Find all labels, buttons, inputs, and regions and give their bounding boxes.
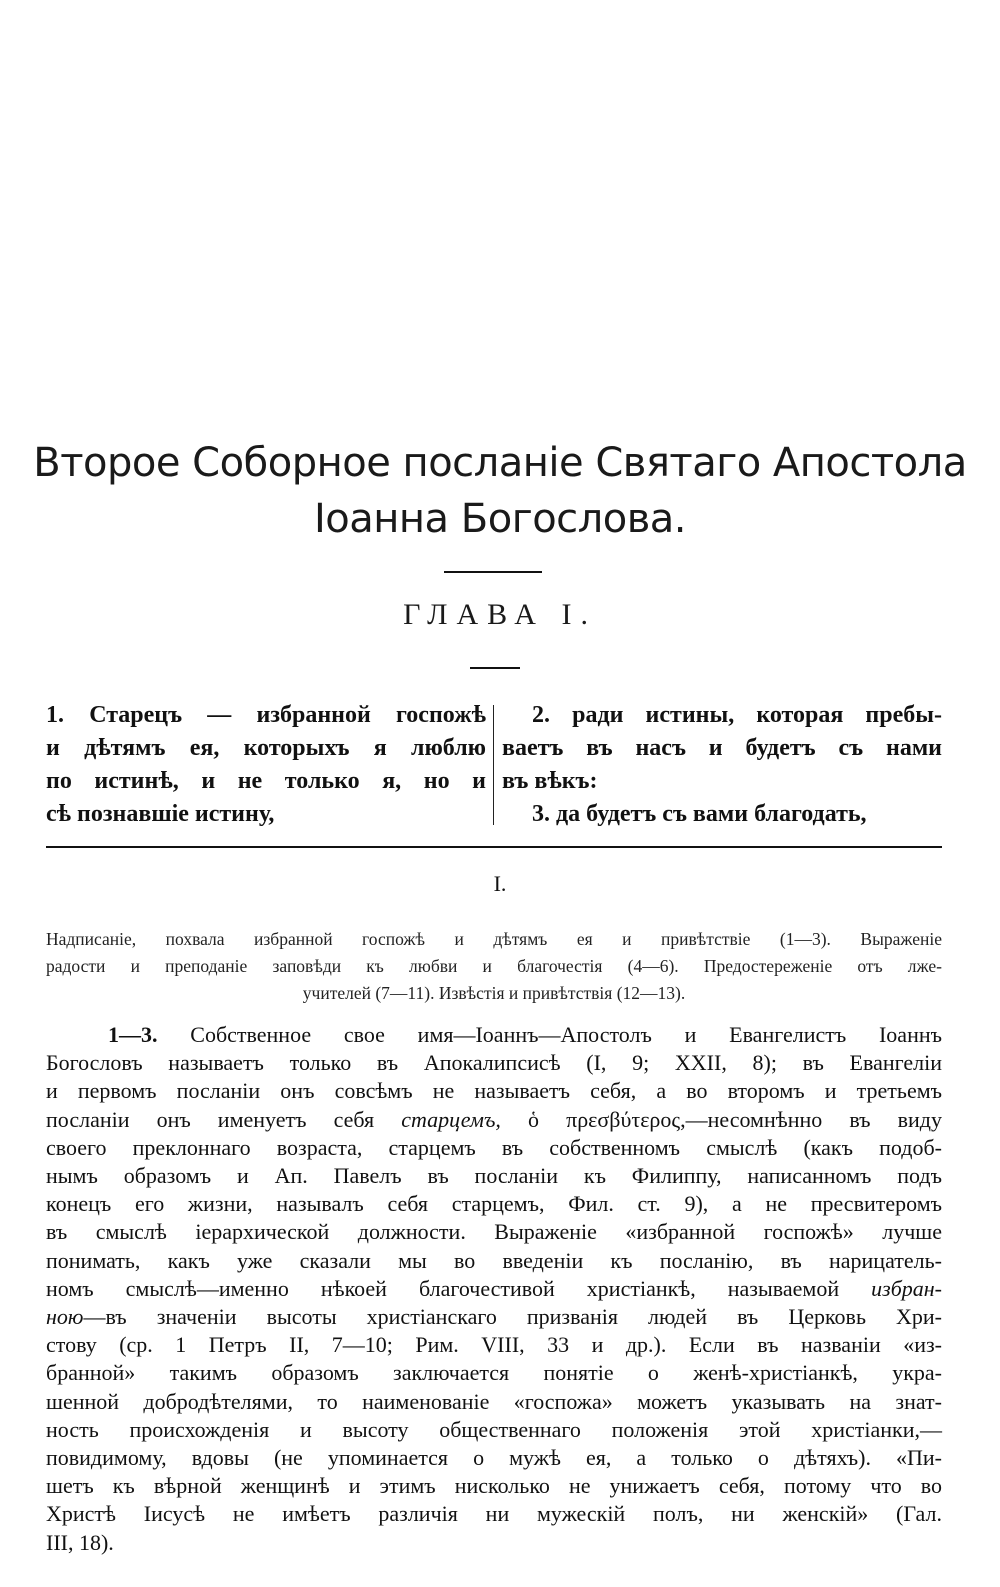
commentary-line: Христѣ Іисусѣ не имѣетъ различія ни мужескій полъ, ни женскій» (Гал.: [46, 1501, 942, 1527]
document-title-line-1: Второе Соборное посланіе Святаго Апостола: [33, 440, 967, 486]
commentary-line-text: посланіи онъ именуетъ себя: [46, 1106, 375, 1132]
commentary-line: ность происхожденія и высоту общественнаго положенія этой христіанки,—: [46, 1416, 942, 1442]
commentary-line: своего преклоннаго возраста, старцемъ въ собственномъ смыслѣ (какъ подоб-: [46, 1134, 942, 1160]
italic-term: старцемъ,: [401, 1106, 501, 1132]
document-title-line-2: Іоанна Богослова.: [313, 496, 687, 542]
commentary-line-text: Собственное свое имя—Іоаннъ—Апостолъ и Евангелистъ Іоаннъ: [190, 1022, 942, 1047]
commentary-line: III, 18).: [46, 1529, 114, 1555]
commentary-line: [46, 1275, 942, 1303]
summary-line: радости и преподаніе заповѣди къ любви и благочестія (4—6). Предостереженіе отъ лже-: [46, 956, 942, 976]
scripture-left-line: и дѣтямъ ея, которыхъ я люблю: [46, 735, 486, 761]
scripture-right-line: ваетъ въ насъ и будетъ съ нами: [502, 735, 942, 761]
scripture-left-line: сѣ познавшіе истину,: [46, 801, 275, 827]
scripture-right-line: 3. да будетъ съ вами благодать,: [532, 801, 867, 827]
commentary-line: шенной добродѣтелями, то наименованіе «госпожа» можетъ указывать на знат-: [46, 1388, 942, 1414]
scripture-right-line: 2. ради истины, которая пребы-: [532, 702, 942, 728]
commentary-line: и первомъ посланіи онъ совсѣмъ не называетъ себя, а во второмъ и третьемъ: [46, 1078, 942, 1104]
summary-line: учителей (7—11). Извѣстія и привѣтствія (12—13).: [302, 983, 686, 1003]
scripture-left-line: по истинѣ, и не только я, но и: [46, 768, 486, 794]
commentary-line: [46, 1106, 942, 1134]
verse-reference: 1—3.: [108, 1022, 158, 1047]
commentary-line: бранной» такимъ образомъ заключается понятіе о женѣ-христіанкѣ, укра-: [46, 1360, 942, 1386]
commentary-line: [46, 1021, 942, 1049]
scripture-left-line: 1. Старецъ — избранной госпожѣ: [46, 702, 486, 728]
greek-term: ὁ πρεσβύτερος: [528, 1106, 681, 1132]
commentary-line: конецъ его жизни, называлъ себя старцемъ, Фил. ст. 9), а не пресвитеромъ: [46, 1191, 942, 1217]
chapter-divider: [470, 667, 520, 669]
commentary-line-text: номъ смыслѣ—именно нѣкоей благочестивой христіанкѣ, называемой: [46, 1275, 840, 1301]
section-divider: [46, 846, 942, 848]
commentary-line: стову (ср. 1 Петръ II, 7—10; Рим. VIII, 33 и др.). Если въ названіи «из-: [46, 1332, 942, 1358]
scripture-right-column: [502, 699, 942, 831]
italic-term: ною: [46, 1304, 84, 1330]
commentary-line-text: ,—несомнѣнно въ виду: [680, 1106, 942, 1132]
summary-line: Надписаніе, похвала избранной госпожѣ и дѣтямъ ея и привѣтствіе (1—3). Выраженіе: [46, 929, 942, 949]
section-summary: [46, 926, 942, 1007]
italic-term: избран-: [871, 1275, 942, 1301]
section-number: I.: [493, 871, 507, 896]
commentary-line: шетъ къ вѣрной женщинѣ и этимъ нисколько не унижаетъ себя, потому что во: [46, 1473, 942, 1499]
commentary-line: [46, 1303, 942, 1331]
column-divider: [493, 705, 494, 825]
scripture-right-line: въ вѣкъ:: [502, 768, 598, 794]
commentary-line: въ смыслѣ іерархической должности. Выраженіе «избранной госпожѣ» лучше: [46, 1219, 942, 1245]
commentary-line: повидимому, вдовы (не упоминается о мужѣ ея, а только о дѣтяхъ). «Пи-: [46, 1445, 942, 1471]
commentary-line: Богословъ называетъ только въ Апокалипсисѣ (I, 9; XXII, 8); въ Евангеліи: [46, 1050, 942, 1076]
scripture-left-column: [46, 699, 486, 831]
commentary-line-text: —въ значеніи высоты христіанскаго призванія людей въ Церковь Хри-: [83, 1304, 942, 1330]
commentary-line: нымъ образомъ и Ап. Павелъ въ посланіи къ Филиппу, написанномъ подъ: [46, 1163, 942, 1189]
chapter-heading: ГЛАВА I.: [403, 598, 597, 631]
title-divider: [444, 571, 542, 573]
commentary-text: [46, 1021, 942, 1557]
commentary-line: понимать, какъ уже сказали мы во введеніи къ посланію, въ нарицатель-: [46, 1247, 942, 1273]
